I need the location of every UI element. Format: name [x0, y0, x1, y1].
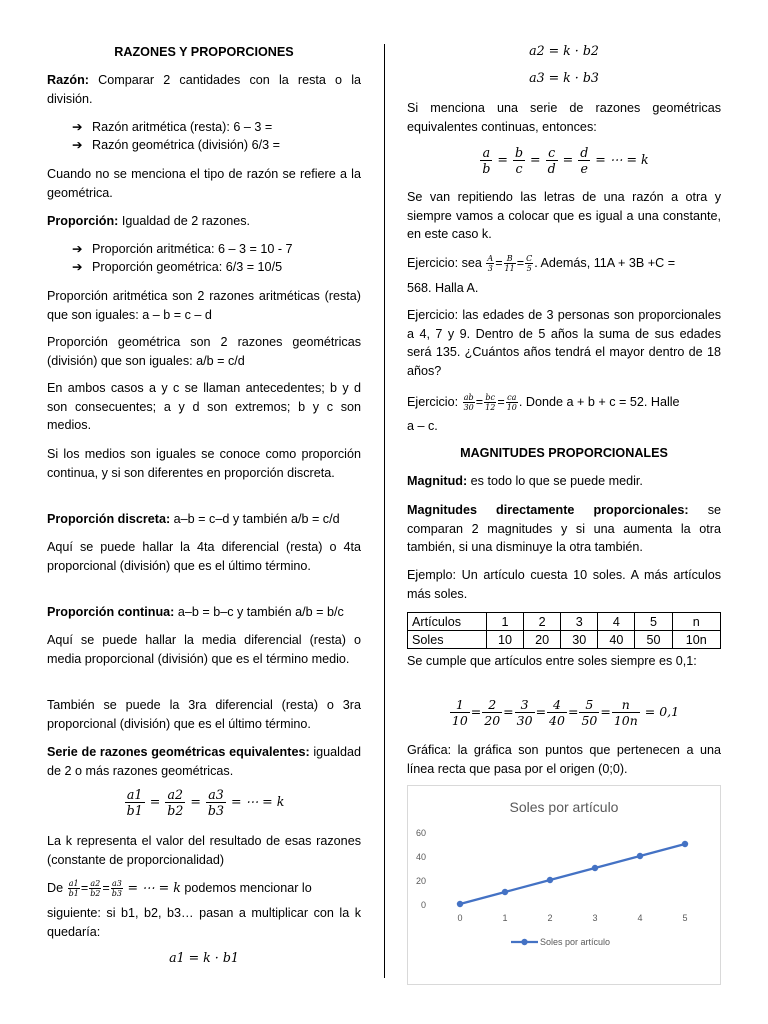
- arrow-right-icon: ➔: [72, 120, 83, 134]
- x-tick-label: 2: [547, 913, 553, 923]
- discreta-paragraph: Proporción discreta: a–b = c–d y también a/b = c/d: [47, 512, 340, 526]
- exercise-1: Ejercicio: sea $\frac{A}{3}$ = $\frac{B}{11}$ = $\frac{C}{5}$ . Además, 11A + 3B +C =: [407, 254, 676, 274]
- legend-label: Soles por artículo: [540, 937, 611, 947]
- x-tick-label: 0: [457, 913, 463, 923]
- razon-text: Comparar 2 cantidades con la resta o la división.: [47, 73, 361, 106]
- directas-paragraph: Magnitudes directamente proporcionales: se comparan 2 magnitudes y si una aumenta la otra también, si una disminuye la otra también.: [407, 503, 721, 555]
- column-divider: [384, 44, 385, 978]
- equation-a1: a1 = k · b1: [169, 950, 239, 965]
- discreta-label: Proporción discreta:: [47, 512, 171, 526]
- paragraph-ambos: En ambos casos a y c se llaman antecedentes; b y d son consecuentes; a y d son extremos; b y c son medios.: [47, 381, 361, 433]
- data-table: [407, 612, 721, 649]
- arrow-right-icon: ➔: [72, 138, 83, 152]
- arrow-right-icon: ➔: [72, 242, 83, 256]
- chart-svg: [408, 786, 720, 984]
- chart-title: Soles por artículo: [509, 799, 619, 815]
- razon-bullet-1: ➔ Razón aritmética (resta): 6 – 3 =: [72, 118, 272, 137]
- data-point: [682, 841, 688, 847]
- continua-paragraph: Proporción continua: a–b = b–c y también a/b = b/c: [47, 605, 344, 619]
- table-row: Soles 10 20 30 40 50 10n: [408, 631, 721, 649]
- line-chart: [407, 785, 721, 985]
- equation-serie: $\frac{a1}{b1}$ = $\frac{a2}{b2}$ = $\frac{a3}{b3}$ = ⋯ = k: [126, 787, 285, 818]
- paragraph-grafica: Gráfica: la gráfica son puntos que pertenecen a una línea recta que pasa por el origen (0;0).: [407, 743, 721, 776]
- ejemplo-paragraph: Ejemplo: Un artículo cuesta 10 soles. A más artículos más soles.: [407, 568, 721, 601]
- arrow-right-icon: ➔: [72, 260, 83, 274]
- series-line: [460, 844, 685, 904]
- paragraph-aritmetica: Proporción aritmética son 2 razones aritméticas (resta) que son iguales: a – b = c – d: [47, 289, 361, 322]
- paragraph-de: De $\frac{a1}{b1}$ = $\frac{a2}{b2}$ = $\frac{a3}{b3}$ = ⋯ = k podemos mencionar lo: [47, 879, 312, 899]
- paragraph-4ta: Aquí se puede hallar la 4ta diferencial (resta) o 4ta proporcional (división) que es el último término.: [47, 540, 361, 573]
- y-tick-label: 20: [415, 876, 426, 886]
- paragraph-de-cont: siguiente: si b1, b2, b3… pasan a multiplicar con la k quedaría:: [47, 906, 361, 939]
- paragraph-k: La k representa el valor del resultado de esas razones (constante de proporcionalidad): [47, 834, 361, 867]
- razon-bullet-2: ➔ Razón geométrica (división) 6/3 =: [72, 136, 280, 155]
- magnitud-paragraph: Magnitud: es todo lo que se puede medir.: [407, 474, 643, 488]
- exercise-2: Ejercicio: las edades de 3 personas son proporcionales a 4, 7 y 9. Dentro de 5 años la suma de sus edades será 135. ¿Cuántos años tendrá el mayor dentro de 18 años?: [407, 308, 721, 378]
- legend-marker: [521, 939, 527, 945]
- x-tick-label: 4: [637, 913, 643, 923]
- equation-a3: a3 = k · b3: [529, 70, 599, 85]
- data-point: [592, 865, 598, 871]
- x-tick-label: 1: [502, 913, 508, 923]
- paragraph-cumple: Se cumple que artículos entre soles siempre es 0,1:: [407, 654, 697, 668]
- paragraph-geometrica: Proporción geométrica son 2 razones geométricas (división) que son iguales: a/b = c/d: [47, 335, 361, 368]
- razon-label: Razón:: [47, 73, 89, 87]
- proporcion-label: Proporción:: [47, 214, 119, 228]
- exercise-3-cont: a – c.: [407, 419, 438, 433]
- exercise-3: Ejercicio: $\frac{ab}{30}$ = $\frac{bc}{12}$ = $\frac{ca}{10}$ . Donde a + b + c = 52. Halle: [407, 393, 680, 413]
- x-tick-label: 5: [682, 913, 688, 923]
- paragraph-serie-continua: Si menciona una serie de razones geométricas equivalentes continuas, entonces:: [407, 101, 721, 134]
- data-point: [457, 901, 463, 907]
- data-point: [502, 889, 508, 895]
- paragraph-repite: Se van repitiendo las letras de una razón a otra y siempre vamos a colocar que es igual a una constante, en este caso k.: [407, 190, 721, 242]
- y-tick-label: 0: [420, 900, 426, 910]
- x-tick-label: 3: [592, 913, 598, 923]
- paragraph-geo-default: Cuando no se menciona el tipo de razón se refiere a la geométrica.: [47, 167, 361, 200]
- equation-continua: $\frac{a}{b}$ = $\frac{b}{c}$ = $\frac{c}{d}$ = $\frac{d}{e}$ = ⋯ = k: [482, 145, 649, 176]
- razon-paragraph: [47, 71, 361, 108]
- exercise-1-cont: 568. Halla A.: [407, 281, 479, 295]
- data-point: [637, 853, 643, 859]
- y-tick-label: 40: [415, 852, 426, 862]
- page-title: RAZONES Y PROPORCIONES: [114, 45, 294, 59]
- continua-label: Proporción continua:: [47, 605, 175, 619]
- equation-a2: a2 = k · b2: [529, 43, 599, 58]
- magnitud-label: Magnitud:: [407, 474, 468, 488]
- equation-fractions: $\frac{1}{10}$ = $\frac{2}{20}$ = $\frac{3}{30}$ = $\frac{4}{40}$ = $\frac{5}{50}$ = $\frac{n}{10n}$ = 0,1: [451, 697, 680, 728]
- paragraph-medios: Si los medios son iguales se conoce como proporción continua, y si son diferentes en proporción discreta.: [47, 447, 361, 480]
- section-title-magnitudes: MAGNITUDES PROPORCIONALES: [460, 446, 668, 460]
- data-point: [547, 877, 553, 883]
- proporcion-bullet-1: ➔ Proporción aritmética: 6 – 3 = 10 - 7: [72, 240, 293, 259]
- table-row: Artículos 1 2 3 4 5 n: [408, 613, 721, 631]
- directas-label: Magnitudes directamente proporcionales:: [407, 503, 689, 517]
- serie-paragraph: Serie de razones geométricas equivalentes: igualdad de 2 o más razones geométricas.: [47, 745, 361, 778]
- proporcion-paragraph: Proporción: Igualdad de 2 razones.: [47, 214, 251, 228]
- paragraph-media: Aquí se puede hallar la media diferencial (resta) o media proporcional (división) que es el término medio.: [47, 633, 361, 666]
- y-tick-label: 60: [415, 828, 426, 838]
- serie-label: Serie de razones geométricas equivalentes:: [47, 745, 310, 759]
- paragraph-3ra: También se puede la 3ra diferencial (resta) o 3ra proporcional (división) que es el último término.: [47, 698, 361, 731]
- proporcion-bullet-2: ➔ Proporción geométrica: 6/3 = 10/5: [72, 258, 282, 277]
